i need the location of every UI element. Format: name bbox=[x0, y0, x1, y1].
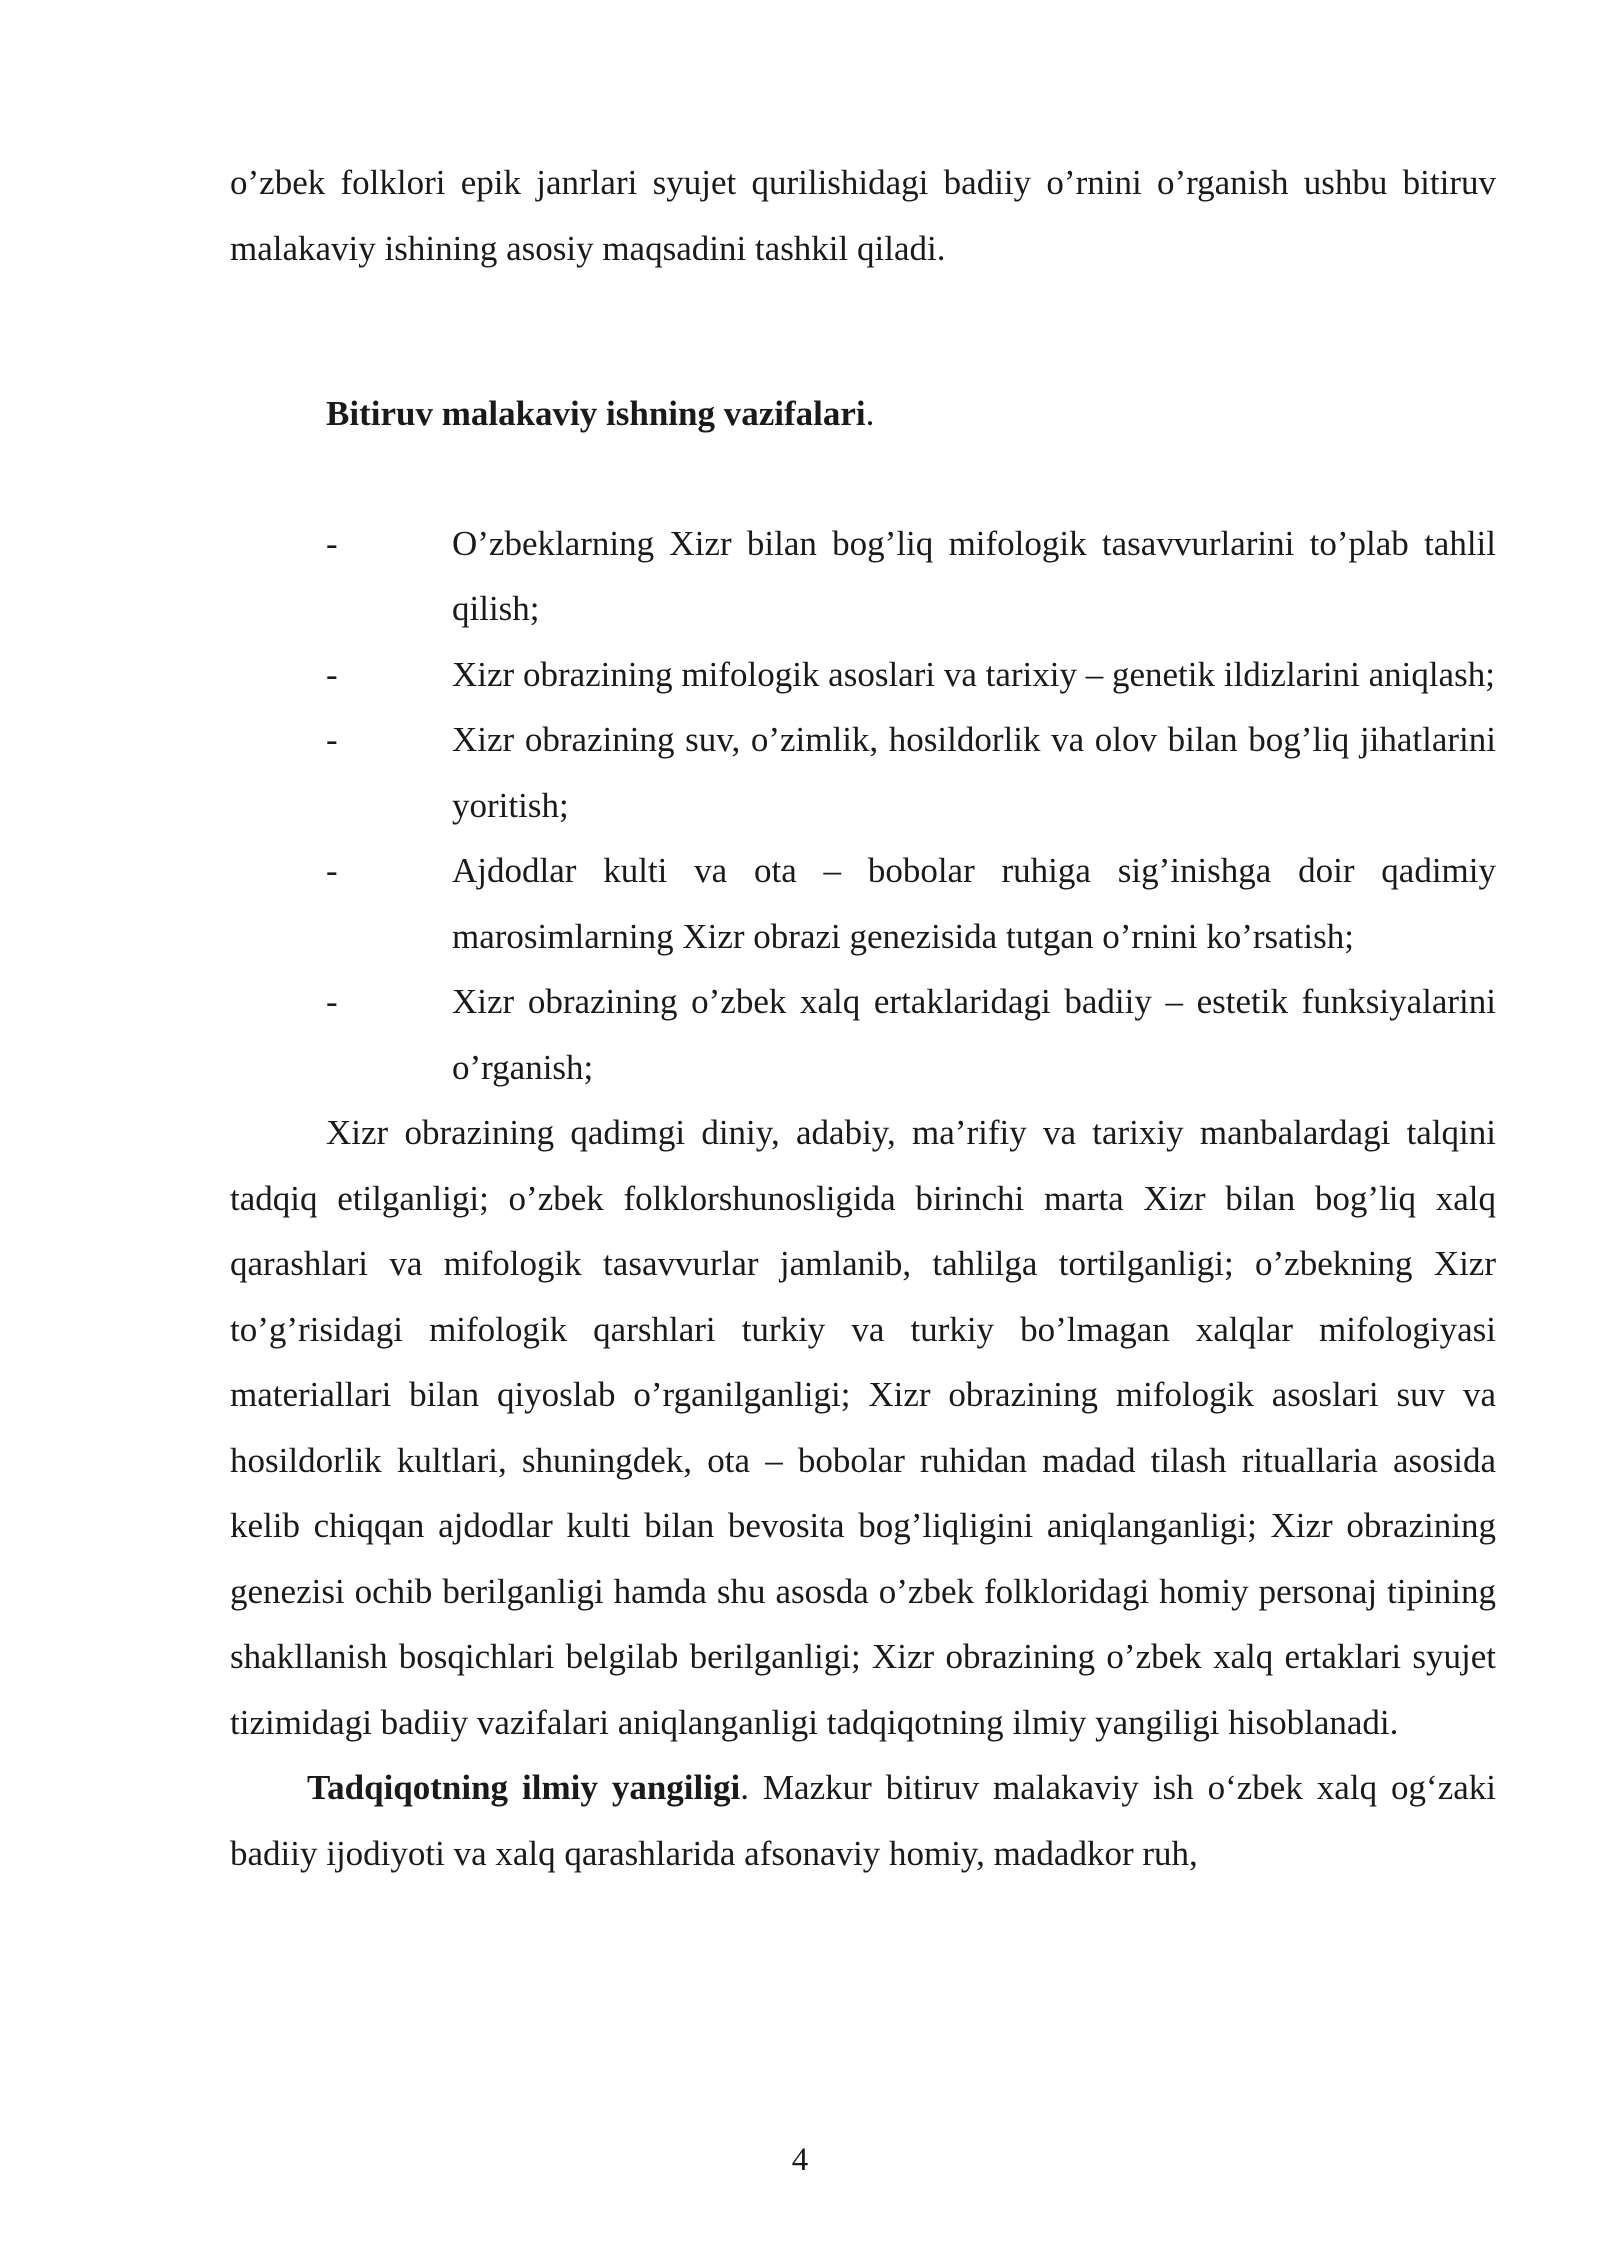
list-item-text: Xizr obrazining suv, o’zimlik, hosildorlik va olov bilan bog’liq jihatlarini yoritish; bbox=[452, 720, 1496, 825]
final-text: Mazkur bitiruv malakaviy ish o‘zbek xalq og‘zaki badiiy ijodiyoti va xalq qarashlarida afsonaviy homiy, madadkor ruh, bbox=[230, 1768, 1496, 1873]
final-heading-suffix: . bbox=[740, 1768, 749, 1807]
list-marker: - bbox=[326, 523, 338, 563]
list-item-text: Xizr obrazining o’zbek xalq ertaklaridagi badiiy – estetik funksiyalarini o’rganish; bbox=[452, 982, 1496, 1087]
list-item bbox=[230, 969, 1496, 1100]
tasks-heading-suffix: . bbox=[865, 394, 875, 433]
list-item bbox=[230, 838, 1496, 969]
list-item-text: Xizr obrazining mifologik asoslari va tarixiy – genetik ildizlarini aniqlash; bbox=[452, 654, 1495, 694]
tasks-heading-line bbox=[230, 381, 1496, 447]
list-item-text: O’zbeklarning Xizr bilan bog’liq mifologik tasavvurlarini to’plab tahlil qilish; bbox=[452, 523, 1496, 628]
document-page bbox=[230, 150, 1496, 1886]
list-item-text: Ajdodlar kulti va ota – bobolar ruhiga sig’inishga doir qadimiy marosimlarning Xizr obrazi genezisida tutgan o’rnini ko’rsatish; bbox=[452, 851, 1496, 956]
spacer bbox=[230, 447, 1496, 511]
tasks-heading: Bitiruv malakaviy ishning vazifalari bbox=[326, 394, 866, 433]
tasks-list bbox=[230, 511, 1496, 1101]
final-paragraph bbox=[230, 1755, 1496, 1886]
list-marker: - bbox=[326, 654, 338, 694]
list-item bbox=[230, 511, 1496, 642]
page-number: 4 bbox=[791, 2142, 809, 2178]
list-item bbox=[230, 707, 1496, 838]
list-marker: - bbox=[326, 982, 338, 1021]
list-marker: - bbox=[326, 720, 338, 759]
spacer bbox=[230, 281, 1496, 381]
final-heading: Tadqiqotning ilmiy yangiligi bbox=[307, 1768, 741, 1807]
intro-paragraph: o’zbek folklori epik janrlari syujet qurilishidagi badiiy o’rnini o’rganish ushbu bitiruv malakaviy ishining asosiy maqsadini tashkil qiladi. bbox=[230, 163, 1496, 268]
novelty-paragraph: Xizr obrazining qadimgi diniy, adabiy, ma’rifiy va tarixiy manbalardagi talqini tadqiq etilganligi; o’zbek folklorshunosligida birinchi marta Xizr bilan bog’liq xalq qarashlari va mifologik tasavvurlar jamlanib, tahlilga tortilganligi; o’zbekning Xizr to’g’risidagi mifologik qarshlari turkiy va turkiy bo’lmagan xalqlar mifologiyasi materiallari bilan qiyoslab o’rganilganligi; Xizr obrazining mifologik asoslari suv va hosildorlik kultlari, shuningdek, ota – bobolar ruhidan madad tilash rituallaria asosida kelib chiqqan ajdodlar kulti bilan bevosita bog’liqligini aniqlanganligi; Xizr obrazining genezisi ochib berilganligi hamda shu asosda o’zbek folkloridagi homiy personaj tipining shakllanish bosqichlari belgilab berilganligi; Xizr obrazining o’zbek xalq ertaklari syujet tizimidagi badiiy vazifalari aniqlanganligi tadqiqotning ilmiy yangiligi hisoblanadi. bbox=[230, 1113, 1496, 1742]
list-item bbox=[230, 642, 1496, 708]
list-marker: - bbox=[326, 851, 338, 890]
